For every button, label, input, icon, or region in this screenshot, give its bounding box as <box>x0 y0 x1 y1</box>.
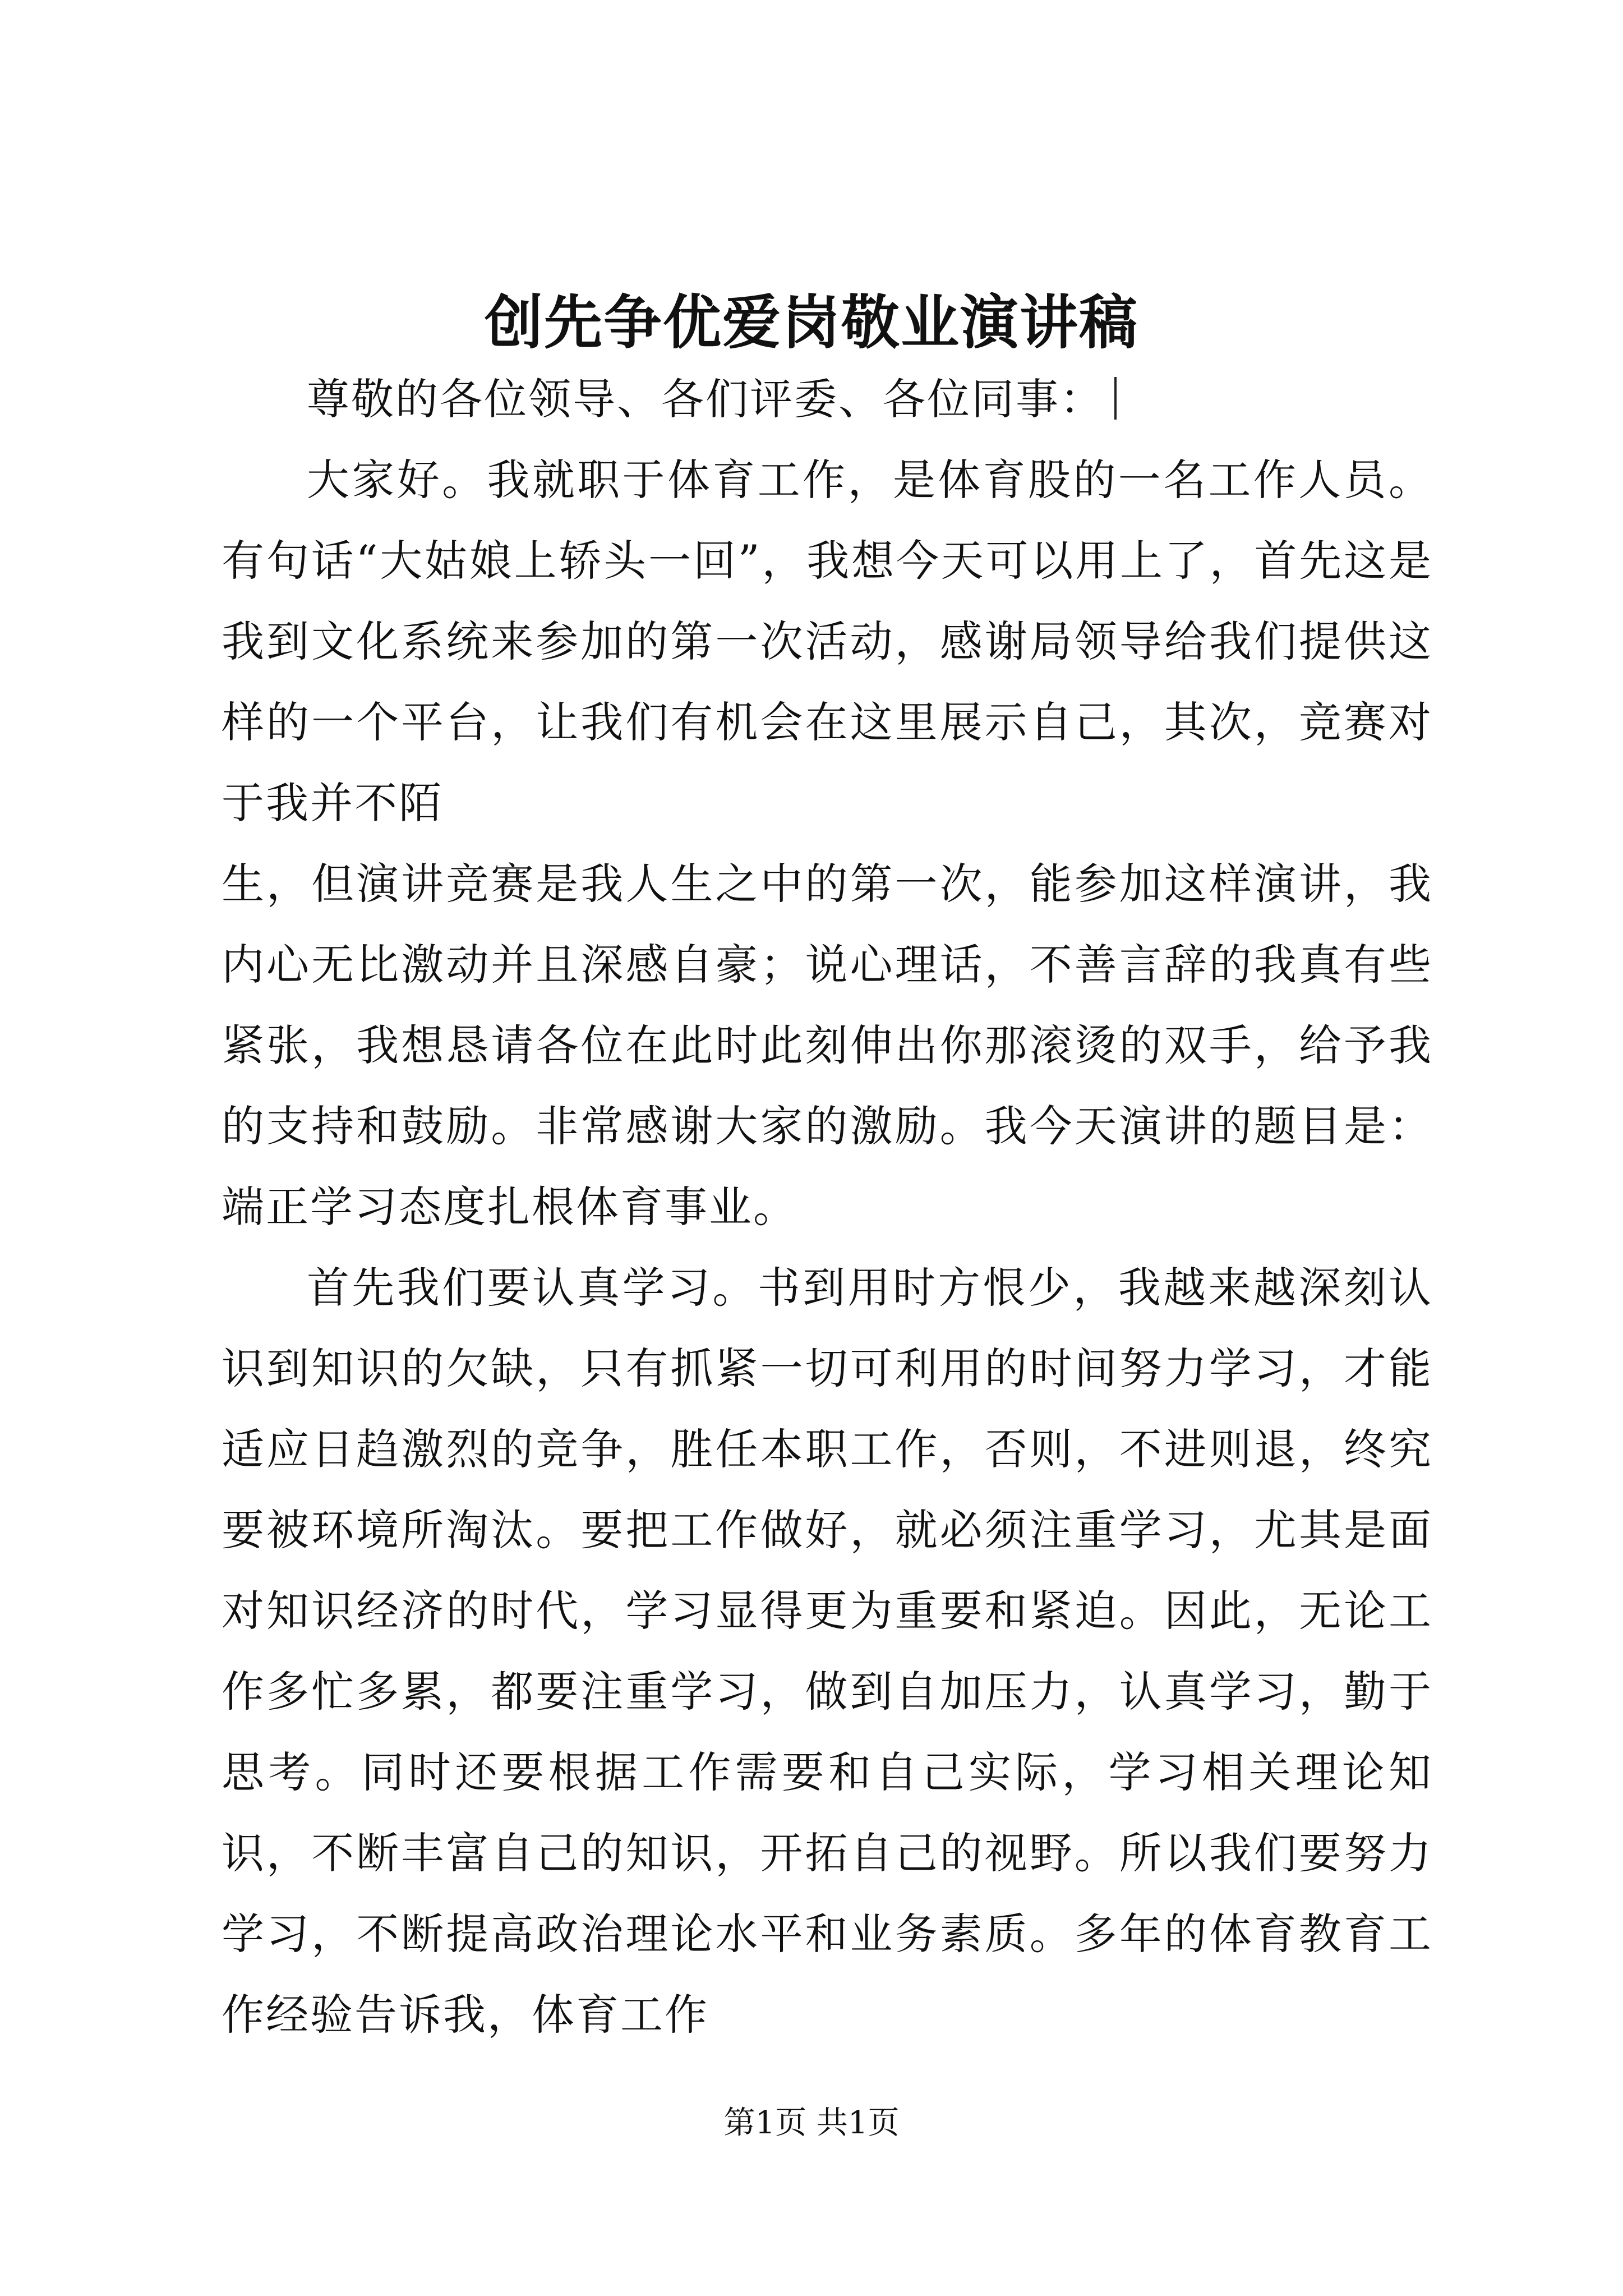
document-title: 创先争优爱岗敬业演讲稿 <box>484 288 1138 357</box>
body-paragraph-2: 生，但演讲竞赛是我人生之中的第一次，能参加这样演讲，我内心无比激动并且深感自豪；说心理话，不善言辞的我真有些紧张，我想恳请各位在此时此刻伸出你那滚烫的双手，给予我的支持和鼓励。非常感谢大家的激励。我今天演讲的题目是：端正学习态度扎根体育事业。 <box>222 859 1433 1232</box>
greeting-text: 尊敬的各位领导、各们评委、各位同事： <box>307 374 1104 424</box>
body-paragraph-3: 首先我们要认真学习。书到用时方恨少，我越来越深刻认识到知识的欠缺，只有抓紧一切可利用的时间努力学习，才能适应日趋激烈的竞争，胜任本职工作，否则，不进则退，终究要被环境所淘汰。要把工作做好，就必须注重学习，尤其是面对知识经济的时代，学习显得更为重要和紧迫。因此，无论工作多忙多累，都要注重学习，做到自加压力，认真学习，勤于思考。同时还要根据工作需要和自己实际，学习相关理论知识，不断丰富自己的知识，开拓自己的视野。所以我们要努力学习，不断提高政治理论水平和业务素质。多年的体育教育工作经验告诉我，体育工作 <box>222 1263 1433 2040</box>
page-footer: 第1页 共1页 <box>723 2105 900 2141</box>
greeting-paragraph <box>222 359 1433 440</box>
body-paragraph-1: 大家好。我就职于体育工作，是体育股的一名工作人员。有句话“大姑娘上轿头一回”，我想今天可以用上了，首先这是我到文化系统来参加的第一次活动，感谢局领导给我们提供这样的一个平台，让我们有机会在这里展示自己，其次，竞赛对于我并不陌 <box>222 455 1433 828</box>
text-cursor <box>1114 377 1117 420</box>
document-body <box>222 359 1433 2055</box>
